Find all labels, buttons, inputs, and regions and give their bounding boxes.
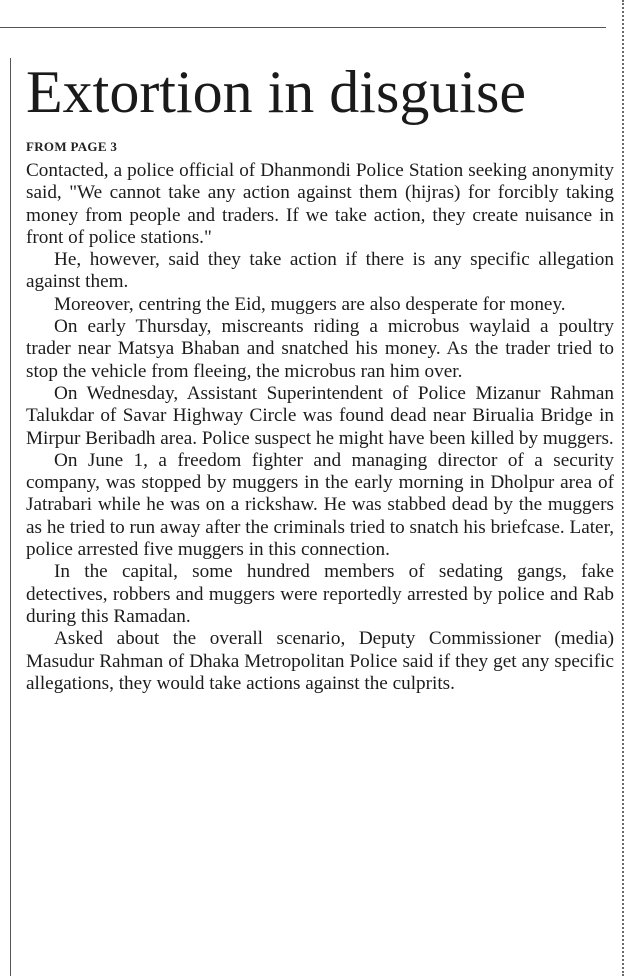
right-dotted-column-rule bbox=[622, 0, 624, 976]
left-column-rule bbox=[10, 58, 11, 976]
paragraph: Moreover, centring the Eid, muggers are also desperate for money. bbox=[54, 293, 566, 315]
paragraph: On June 1, a freedom fighter and managing director of a security company, was stopped by muggers in the early morning in Dholpur area of Jatrabari while he was on a rickshaw. He was stabbed dead by the muggers as he tried to run away after the criminals tried to snatch his briefcase. Later, police arrested five muggers in this connection. bbox=[26, 449, 614, 561]
article-body bbox=[26, 160, 614, 695]
article bbox=[26, 56, 614, 695]
paragraph: He, however, said they take action if there is any specific allegation against them. bbox=[26, 249, 614, 293]
paragraph: Asked about the overall scenario, Deputy Commissioner (media) Masudur Rahman of Dhaka Metropolitan Police said if they get any specific allegations, they would take actions against the culprits. bbox=[26, 628, 614, 694]
paragraph: On Wednesday, Assistant Superintendent of Police Mizanur Rahman Talukdar of Savar Highway Circle was found dead near Birualia Bridge in Mirpur Beribadh area. Police suspect he might have been killed by muggers. bbox=[26, 382, 614, 449]
jump-line: FROM PAGE 3 bbox=[26, 139, 118, 154]
headline: Extortion in disguise bbox=[26, 59, 526, 125]
paragraph: In the capital, some hundred members of sedating gangs, fake detectives, robbers and muggers were reportedly arrested by police and Rab during this Ramadan. bbox=[26, 561, 614, 627]
paragraph: On early Thursday, miscreants riding a microbus waylaid a poultry trader near Matsya Bhaban and snatched his money. As the trader tried to stop the vehicle from fleeing, the microbus ran him over. bbox=[26, 316, 614, 382]
paragraph: Contacted, a police official of Dhanmondi Police Station seeking anonymity said, "We cannot take any action against them (hijras) for forcibly taking money from people and traders. If we take action, they create nuisance in front of police stations." bbox=[26, 160, 614, 248]
top-rule bbox=[0, 27, 606, 28]
